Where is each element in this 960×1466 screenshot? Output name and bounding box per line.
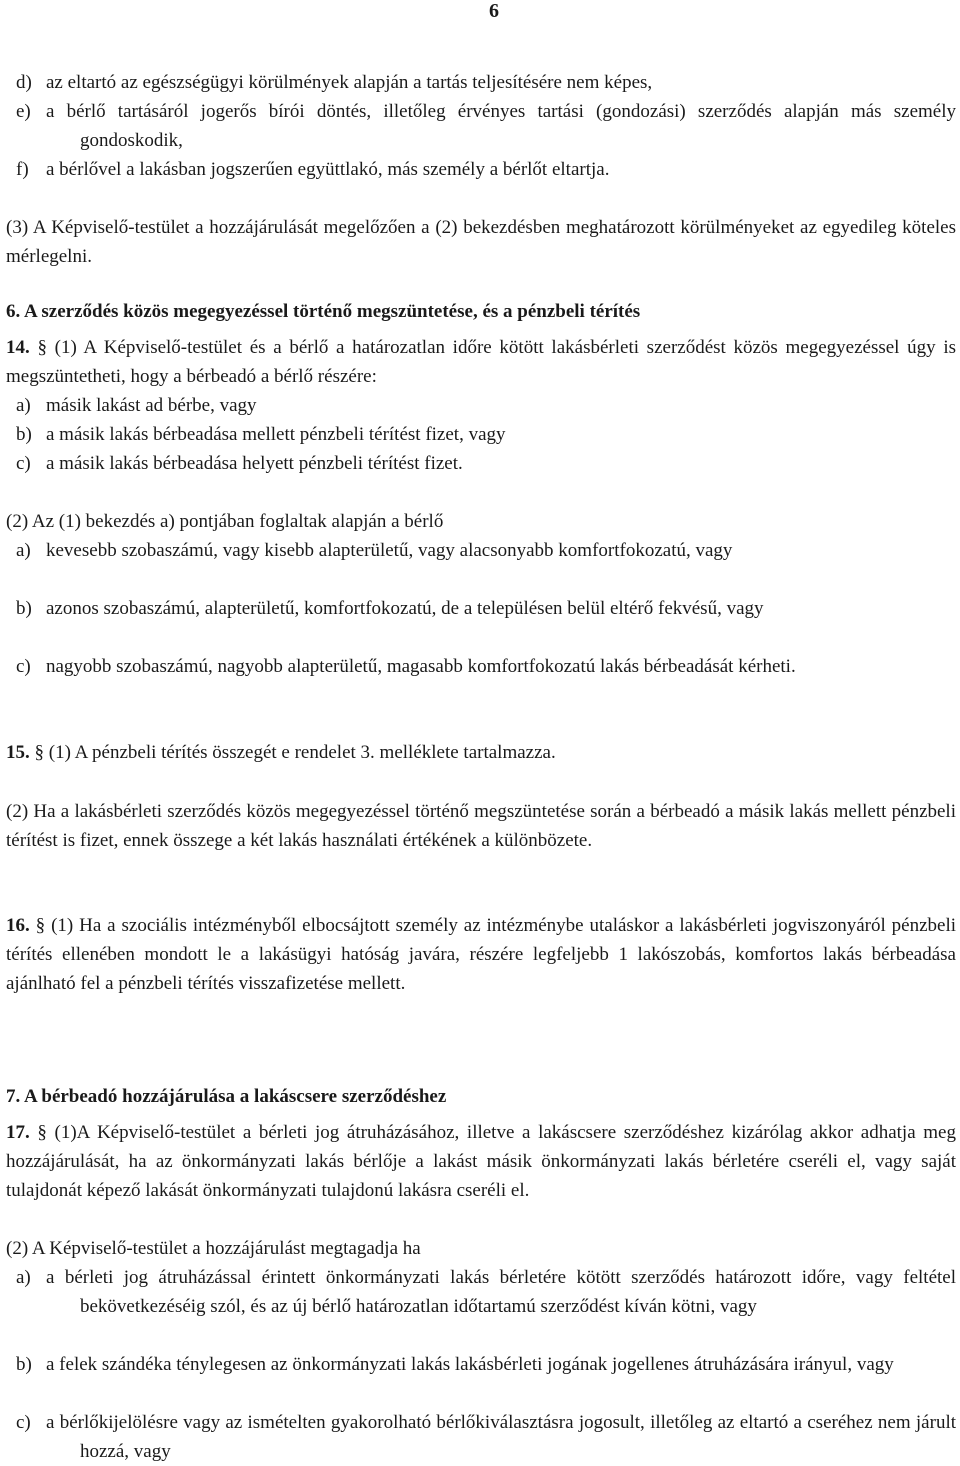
page-number: 6 [489, 0, 499, 22]
section-14-paragraph [6, 333, 956, 391]
item-letter: f) [16, 159, 29, 180]
section-15-paragraph-2: (2) Ha a lakásbérleti szerződés közös megegyezéssel történő megszüntetése során a bérbeadó a másik lakás mellett pénzbeli térítést is fizet, ennek összege a két lakás használati értékének a különbözete. [6, 801, 956, 851]
item-text: azonos szobaszámú, alapterületű, komfortfokozatú, de a településen belül eltérő fekvésű, vagy [46, 598, 764, 619]
section-text: (1) Ha a szociális intézményből elbocsájtott személy az intézménybe utaláskor a lakásbérleti jogviszonyáról pénzbeli térítés ellenében mondott le a lakásügyi hatóság javára, részére legfeljebb 1 lakószobás, komfortos lakás bérbeadása ajánlható fel a pénzbeli térítés visszafizetése mellett. [6, 915, 957, 994]
paragraph-symbol: § [34, 742, 44, 763]
section-15-paragraph [6, 738, 956, 767]
section-text: (1)A Képviselő-testület a bérleti jog átruházásához, illetve a lakáscsere szerződéshez kizárólag akkor adhatja meg hozzájárulását, ha az önkormányzati lakás bérlője a lakást másik önkormányzati lakás bérletére cseréli el, vagy saját tulajdonát képező lakását önkormányzati tulajdonú lakásra cseréli el. [6, 1122, 956, 1201]
item-text: a bérlőkijelölésre vagy az ismételten gyakorolható bérlőkiválasztásra jogosult, illetőleg az eltartó a cseréhez nem járult hozzá, vagy [46, 1412, 956, 1462]
list-item [6, 536, 956, 565]
paragraph-symbol: § [37, 1122, 47, 1143]
item-text: másik lakást ad bérbe, vagy [46, 395, 257, 416]
item-letter: c) [16, 656, 31, 677]
section-heading-7: 7. A bérbeadó hozzájárulása a lakáscsere szerződéshez [6, 1086, 447, 1107]
item-text: a másik lakás bérbeadása helyett pénzbeli térítést fizet. [46, 453, 463, 474]
item-text: nagyobb szobaszámú, nagyobb alapterületű, magasabb komfortfokozatú lakás bérbeadását kérheti. [46, 656, 796, 677]
item-text: kevesebb szobaszámú, vagy kisebb alapterületű, vagy alacsonyabb komfortfokozatú, vagy [46, 540, 733, 561]
list-item [6, 652, 956, 681]
item-letter: e) [16, 101, 31, 122]
list-item [6, 391, 956, 420]
section-14-paragraph-2: (2) Az (1) bekezdés a) pontjában foglaltak alapján a bérlő [6, 511, 444, 532]
item-letter: c) [16, 1412, 31, 1433]
item-letter: c) [16, 453, 31, 474]
section-text: (1) A pénzbeli térítés összegét e rendelet 3. melléklete tartalmazza. [48, 742, 556, 763]
item-text: a bérleti jog átruházással érintett önkormányzati lakás bérletére kötött szerződés határozott időre, vagy feltétel bekövetkezéséig szól, és az új bérlő határozatlan időtartamú szerződést kíván kötni, vagy [46, 1267, 956, 1317]
section-number: 15. [6, 742, 30, 763]
item-text: a felek szándéka ténylegesen az önkormányzati lakás lakásbérleti jogának jogellenes átruházására irányul, vagy [46, 1354, 894, 1375]
item-text: az eltartó az egészségügyi körülmények alapján a tartás teljesítésére nem képes, [46, 72, 653, 93]
list-item [6, 97, 956, 155]
section-heading-6: 6. A szerződés közös megegyezéssel történő megszüntetése, és a pénzbeli térítés [6, 301, 641, 322]
item-text: a bérlő tartásáról jogerős bírói döntés, illetőleg érvényes tartási (gondozási) szerződés alapján más személy gondoskodik, [46, 101, 956, 151]
paragraph-symbol: § [37, 337, 47, 358]
item-letter: b) [16, 598, 32, 619]
list-item [6, 68, 956, 97]
section-17-paragraph [6, 1118, 956, 1205]
item-text: a másik lakás bérbeadása mellett pénzbeli térítést fizet, vagy [46, 424, 506, 445]
item-letter: b) [16, 424, 32, 445]
list-item [6, 155, 956, 184]
section-number: 16. [6, 915, 30, 936]
section-number: 17. [6, 1122, 30, 1143]
item-letter: a) [16, 395, 31, 416]
paragraph-symbol: § [35, 915, 46, 936]
list-item [6, 1350, 956, 1379]
section-number: 14. [6, 337, 30, 358]
section-17-paragraph-2: (2) A Képviselő-testület a hozzájárulást megtagadja ha [6, 1238, 421, 1259]
item-text: a bérlővel a lakásban jogszerűen együttlakó, más személy a bérlőt eltartja. [46, 159, 610, 180]
item-letter: d) [16, 72, 32, 93]
item-letter: b) [16, 1354, 32, 1375]
list-item [6, 1263, 956, 1321]
list-item [6, 594, 956, 623]
section-16-paragraph [6, 911, 956, 998]
item-letter: a) [16, 540, 31, 561]
list-item [6, 420, 956, 449]
list-item [6, 1408, 956, 1466]
item-letter: a) [16, 1267, 31, 1288]
paragraph-3: (3) A Képviselő-testület a hozzájárulását megelőzően a (2) bekezdésben meghatározott körülményeket az egyedileg köteles mérlegelni. [6, 217, 956, 267]
list-item [6, 449, 956, 478]
section-text: (1) A Képviselő-testület és a bérlő a határozatlan időre kötött lakásbérleti szerződést közös megegyezéssel úgy is megszüntetheti, hogy a bérbeadó a bérlő részére: [6, 337, 956, 387]
